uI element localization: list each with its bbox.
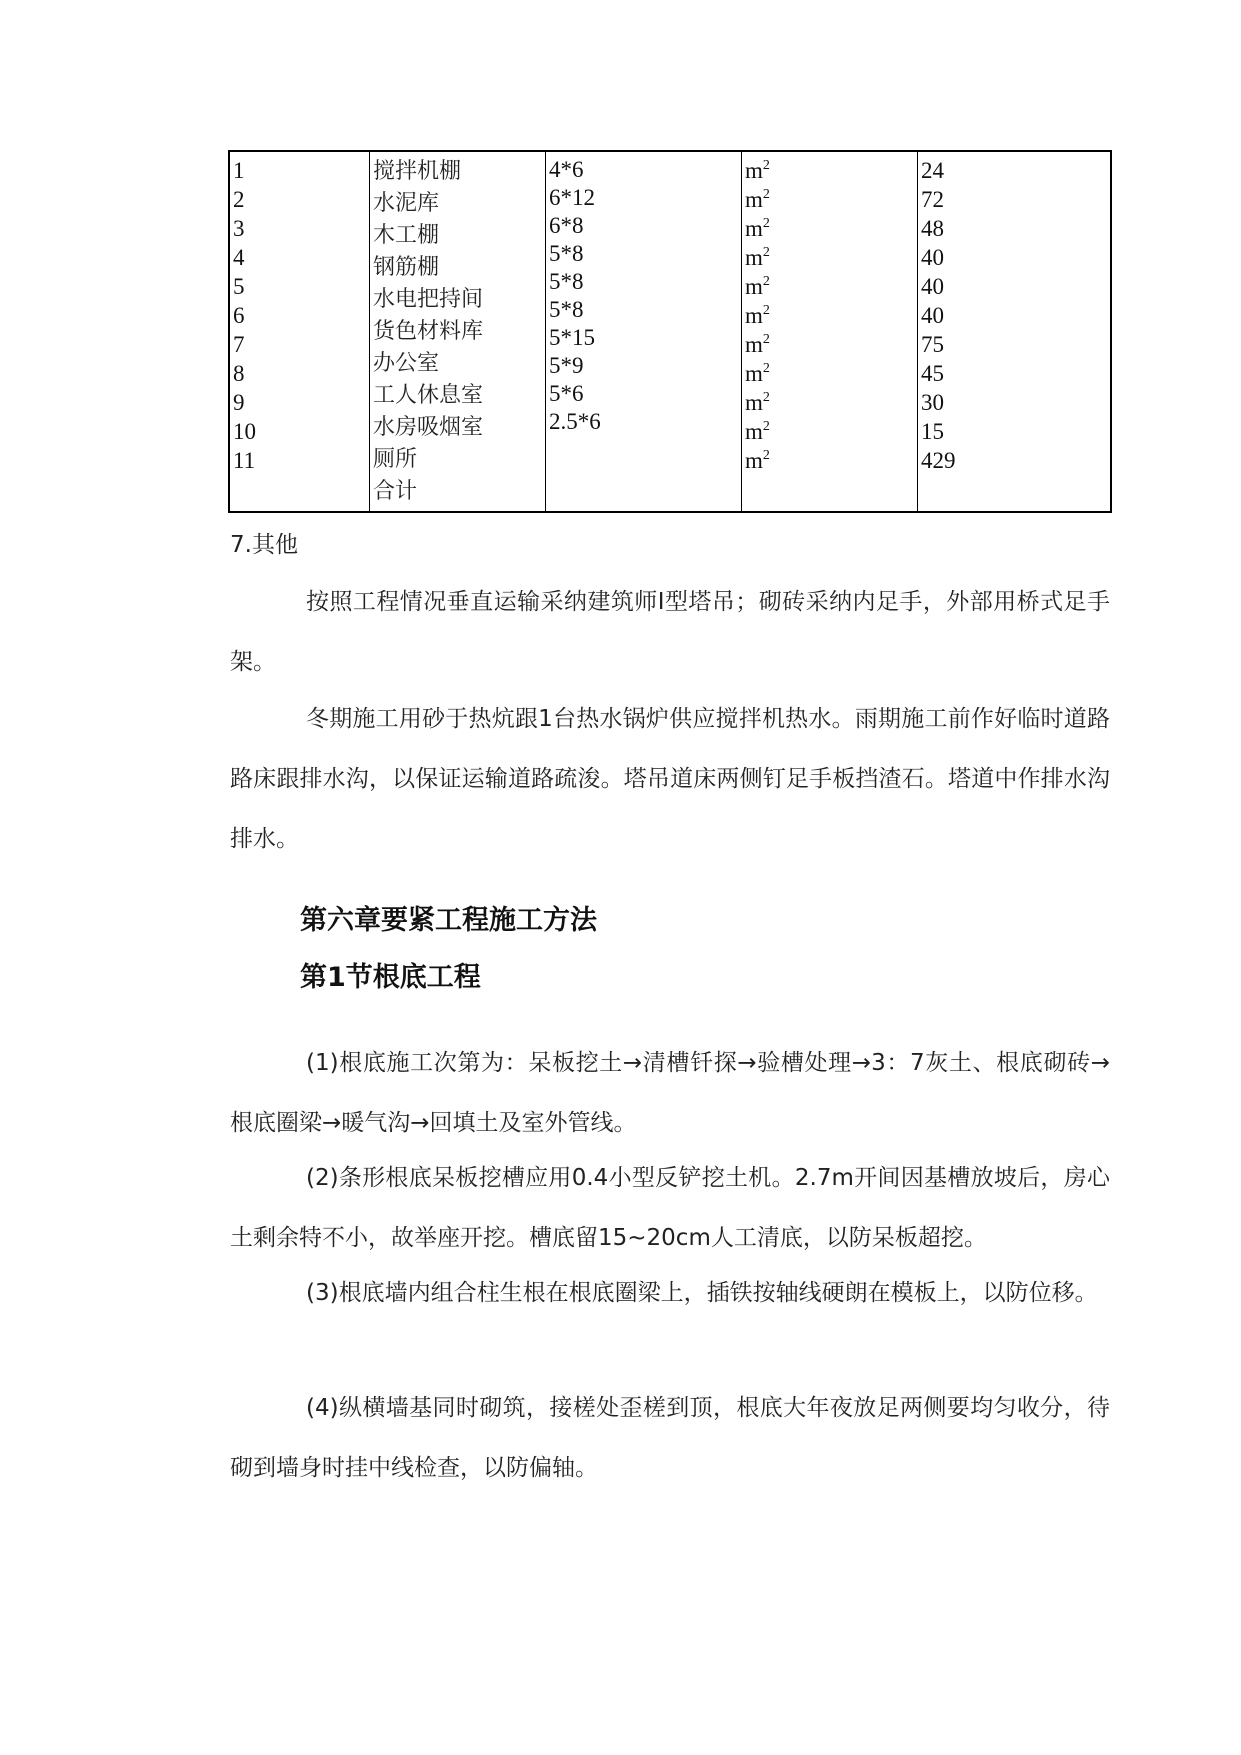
table-cell: 2.5*6 bbox=[549, 409, 601, 434]
unit-text: m bbox=[745, 158, 763, 183]
table-cell: 40 bbox=[921, 274, 944, 299]
table-cell: 5*8 bbox=[549, 297, 584, 322]
table-cell: 5*9 bbox=[549, 353, 584, 378]
unit-text: m bbox=[745, 245, 763, 270]
unit-superscript: 2 bbox=[762, 187, 770, 202]
table-cell: 6*12 bbox=[549, 185, 595, 210]
table-cell: 40 bbox=[921, 303, 944, 328]
table-col-unit bbox=[742, 152, 918, 511]
table-cell: 水电把持间 bbox=[373, 287, 484, 312]
unit-text: m bbox=[745, 361, 763, 386]
table-cell-unit bbox=[745, 301, 917, 330]
table-cell: 4*6 bbox=[549, 157, 584, 182]
table-cell: 5*8 bbox=[549, 269, 584, 294]
table-cell: 24 bbox=[921, 158, 944, 183]
table-cell: 3 bbox=[233, 216, 245, 241]
table-cell: 货色材料库 bbox=[373, 319, 484, 344]
list-item: (4)纵横墙基同时砌筑，接槎处歪槎到顶，根底大年夜放足两侧要均匀收分，待砌到墙身时挂中线检查，以防偏轴。 bbox=[230, 1395, 1110, 1481]
table-cell: 72 bbox=[921, 187, 944, 212]
table-col-area bbox=[918, 152, 1110, 511]
table-cell: 9 bbox=[233, 390, 245, 415]
table-cell: 工人休息室 bbox=[373, 383, 484, 408]
unit-text: m bbox=[745, 419, 763, 444]
unit-superscript: 2 bbox=[762, 158, 770, 173]
section-title: 第1节根底工程 bbox=[300, 962, 481, 993]
table-cell: 30 bbox=[921, 390, 944, 415]
table-cell: 6*8 bbox=[549, 213, 584, 238]
table-cell-unit bbox=[745, 446, 917, 475]
paragraph: 冬期施工用砂于热炕跟1台热水锅炉供应搅拌机热水。雨期施工前作好临时道路路床跟排水沟，以保证运输道路疏浚。塔吊道床两侧钉足手板挡渣石。塔道中作排水沟排水。 bbox=[230, 706, 1110, 852]
paragraph: 按照工程情况垂直运输采纳建筑师I型塔吊；砌砖采纳内足手，外部用桥式足手架。 bbox=[230, 589, 1110, 675]
table-cell-unit bbox=[745, 214, 917, 243]
unit-text: m bbox=[745, 390, 763, 415]
table-cell: 4 bbox=[233, 245, 245, 270]
table-col-size bbox=[546, 152, 742, 511]
table-cell: 钢筋棚 bbox=[373, 255, 440, 280]
table-cell-unit bbox=[745, 330, 917, 359]
table-cell: 7 bbox=[233, 332, 245, 357]
table-cell: 厕所 bbox=[373, 447, 418, 472]
unit-superscript: 2 bbox=[762, 332, 770, 347]
table-cell-unit bbox=[745, 156, 917, 185]
unit-superscript: 2 bbox=[762, 245, 770, 260]
table-cell: 水房吸烟室 bbox=[373, 415, 484, 440]
table-cell-unit bbox=[745, 417, 917, 446]
table-cell: 75 bbox=[921, 332, 944, 357]
unit-superscript: 2 bbox=[762, 419, 770, 434]
table-cell: 5*6 bbox=[549, 381, 584, 406]
table-cell: 40 bbox=[921, 245, 944, 270]
unit-superscript: 2 bbox=[762, 361, 770, 376]
list-item: (1)根底施工次第为：呆板挖土→清槽钎探→验槽处理→3：7灰土、根底砌砖→根底圈梁→暖气沟→回填土及室外管线。 bbox=[230, 1050, 1110, 1136]
table-cell-unit bbox=[745, 359, 917, 388]
unit-superscript: 2 bbox=[762, 216, 770, 231]
unit-superscript: 2 bbox=[762, 303, 770, 318]
unit-superscript: 2 bbox=[762, 390, 770, 405]
unit-text: m bbox=[745, 274, 763, 299]
section-heading-other: 7.其他 bbox=[230, 532, 298, 558]
table-cell: 11 bbox=[233, 448, 256, 473]
table-col-name bbox=[370, 152, 546, 511]
table-cell: 6 bbox=[233, 303, 245, 328]
table-cell: 10 bbox=[233, 419, 256, 444]
table-cell: 合计 bbox=[373, 479, 418, 504]
table-cell: 5 bbox=[233, 274, 245, 299]
table-cell-unit bbox=[745, 185, 917, 214]
table-cell-unit bbox=[745, 243, 917, 272]
unit-superscript: 2 bbox=[762, 274, 770, 289]
table-cell: 木工棚 bbox=[373, 223, 440, 248]
list-item: (2)条形根底呆板挖槽应用0.4小型反铲挖土机。2.7m开间因基槽放坡后，房心土剩余特不小，故举座开挖。槽底留15~20cm人工清底，以防呆板超挖。 bbox=[230, 1165, 1110, 1251]
table-cell: 办公室 bbox=[373, 351, 440, 376]
unit-text: m bbox=[745, 187, 763, 212]
table-cell: 5*15 bbox=[549, 325, 595, 350]
table-cell: 429 bbox=[921, 448, 956, 473]
table-cell: 8 bbox=[233, 361, 245, 386]
table-cell: 2 bbox=[233, 187, 245, 212]
table-cell: 48 bbox=[921, 216, 944, 241]
unit-text: m bbox=[745, 448, 763, 473]
facility-table bbox=[228, 150, 1112, 513]
table-cell-unit bbox=[745, 272, 917, 301]
list-item: (3)根底墙内组合柱生根在根底圈梁上，插铁按轴线硬朗在模板上，以防位移。 bbox=[306, 1280, 1098, 1306]
table-cell: 水泥库 bbox=[373, 191, 440, 216]
chapter-title: 第六章要紧工程施工方法 bbox=[300, 905, 597, 936]
table-cell: 15 bbox=[921, 419, 944, 444]
unit-text: m bbox=[745, 332, 763, 357]
unit-text: m bbox=[745, 303, 763, 328]
table-cell-unit bbox=[745, 388, 917, 417]
table-cell: 5*8 bbox=[549, 241, 584, 266]
table-cell: 1 bbox=[233, 158, 245, 183]
table-cell: 45 bbox=[921, 361, 944, 386]
table-cell: 搅拌机棚 bbox=[373, 159, 462, 184]
unit-superscript: 2 bbox=[762, 448, 770, 463]
table-col-number bbox=[230, 152, 370, 511]
unit-text: m bbox=[745, 216, 763, 241]
